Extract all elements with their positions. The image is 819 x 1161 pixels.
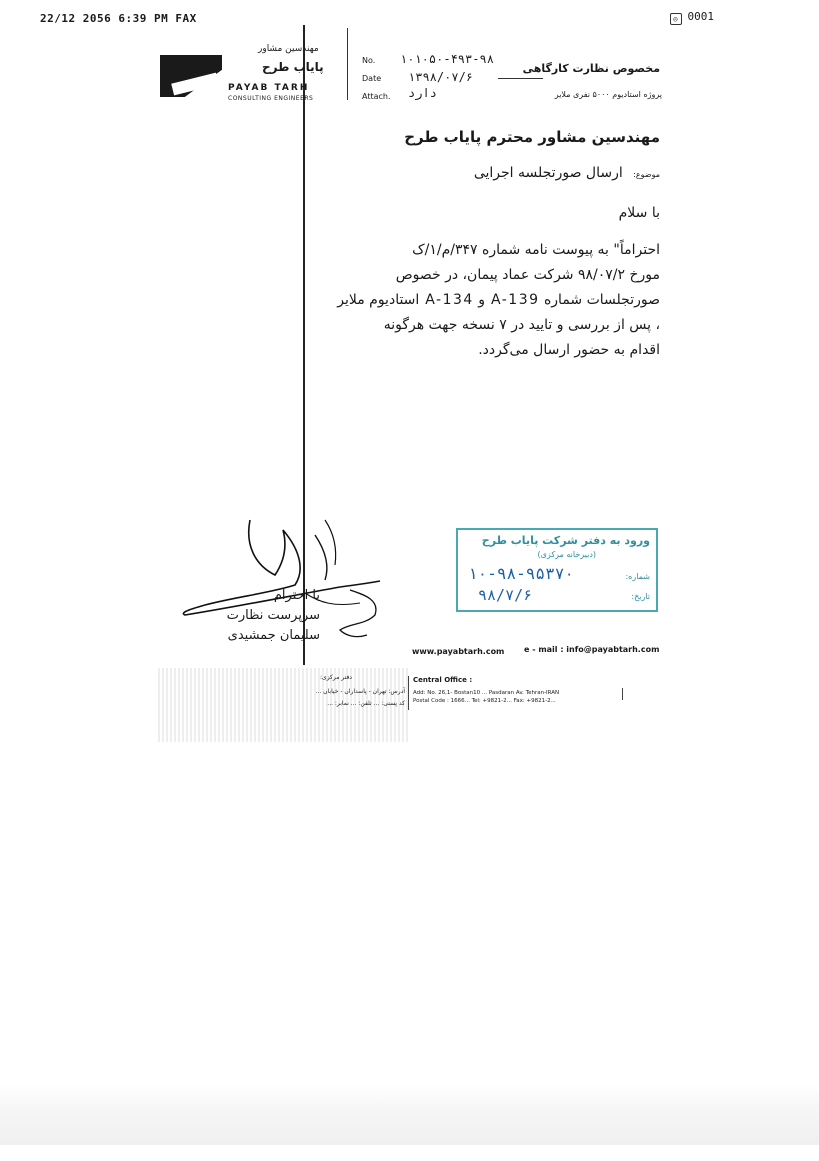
receipt-stamp xyxy=(456,528,658,612)
footer-divider xyxy=(408,676,409,710)
number-value: ۱۰۱۰۵۰-۴۹۳-۹۸ xyxy=(400,52,494,66)
date-value: ۱۳۹۸/۰۷/۶ xyxy=(408,70,474,84)
body-line: صورتجلسات شماره A-139 و A-134 استادیوم ملایر xyxy=(337,292,660,308)
signer-name: سلیمان جمشیدی xyxy=(227,628,320,643)
website-link[interactable]: www.payabtarh.com xyxy=(412,647,505,656)
subject-text: ارسال صورتجلسه اجرایی xyxy=(473,165,623,181)
scan-shadow xyxy=(0,1085,819,1145)
recipient-line: مهندسین مشاور محترم پایاب طرح xyxy=(404,128,660,146)
date-label: Date xyxy=(362,74,382,83)
subject-line xyxy=(380,165,660,181)
project-label: پروژه استادیوم ۵۰۰۰ نفری ملایر xyxy=(554,90,662,99)
attach-value: دارد xyxy=(408,86,437,100)
stamp-number-label: شماره: xyxy=(625,572,650,581)
fax-header: 22/12 2056 6:39 PM FAX xyxy=(40,12,197,25)
company-subtitle-en: CONSULTING ENGINEERS xyxy=(228,95,314,102)
stamp-date-label: تاریخ: xyxy=(631,592,650,601)
body-line: احتراماً" به پیوست نامه شماره ۳۴۷/م/۱/ک xyxy=(412,242,660,258)
stamp-number-value: ۱۰-۹۸-۹۵۳۷۰ xyxy=(468,564,574,583)
number-label: No. xyxy=(362,56,376,65)
body-line: ، پس از بررسی و تایید در ۷ نسخه جهت هرگونه xyxy=(383,317,660,333)
footer-postal-en: Postal Code : 1666... Tel: +9821-2... Fax: +9821-2... xyxy=(413,698,556,704)
stamp-date-value: ۹۸/۷/۶ xyxy=(478,586,533,604)
stamp-subtitle: (دبیرخانه مرکزی) xyxy=(537,550,596,559)
special-label: مخصوص نظارت کارگاهی xyxy=(522,62,660,75)
footer-central-office: Central Office : xyxy=(413,676,473,684)
body-line: مورخ ۹۸/۰۷/۲ شرکت عماد پیمان، در خصوص xyxy=(395,267,660,283)
footer-address-en: Add: No. 26,1- Bostan10 ... Pasdaran Av. Tehran-IRAN xyxy=(413,690,560,696)
company-name-en: PAYAB TARH xyxy=(228,83,310,93)
footer-address-fa: آدرس: تهران - پاسداران - خیابان ... xyxy=(315,688,405,695)
footer-office-label-fa: دفتر مرکزی: xyxy=(320,674,352,681)
subject-label: موضوع: xyxy=(633,170,660,179)
letterhead-divider xyxy=(347,28,348,100)
attach-label: Attach. xyxy=(362,92,391,101)
company-name-fa-line1: مهندسین مشاور xyxy=(258,44,319,54)
stamp-title: ورود به دفتر شرکت پایاب طرح xyxy=(481,534,650,547)
special-label-underline xyxy=(498,78,543,79)
closing-regards: با احترام xyxy=(273,588,320,603)
footer-phone-fa: کد پستی: ... تلفن: ... نمابر: ... xyxy=(327,700,405,707)
letter-body xyxy=(190,238,660,363)
page-number-value: 0001 xyxy=(687,10,714,23)
signer-title: سرپرست نظارت xyxy=(226,608,320,623)
page-icon: ◎ xyxy=(670,13,682,25)
greeting: با سلام xyxy=(618,205,660,221)
body-line: اقدام به حضور ارسال می‌گردد. xyxy=(478,342,660,358)
page-number xyxy=(670,10,715,25)
company-name-fa-line2: پایاب طرح xyxy=(262,60,324,74)
footer-edge-mark xyxy=(622,688,623,700)
email-link[interactable]: e - mail : info@payabtarh.com xyxy=(524,645,660,654)
